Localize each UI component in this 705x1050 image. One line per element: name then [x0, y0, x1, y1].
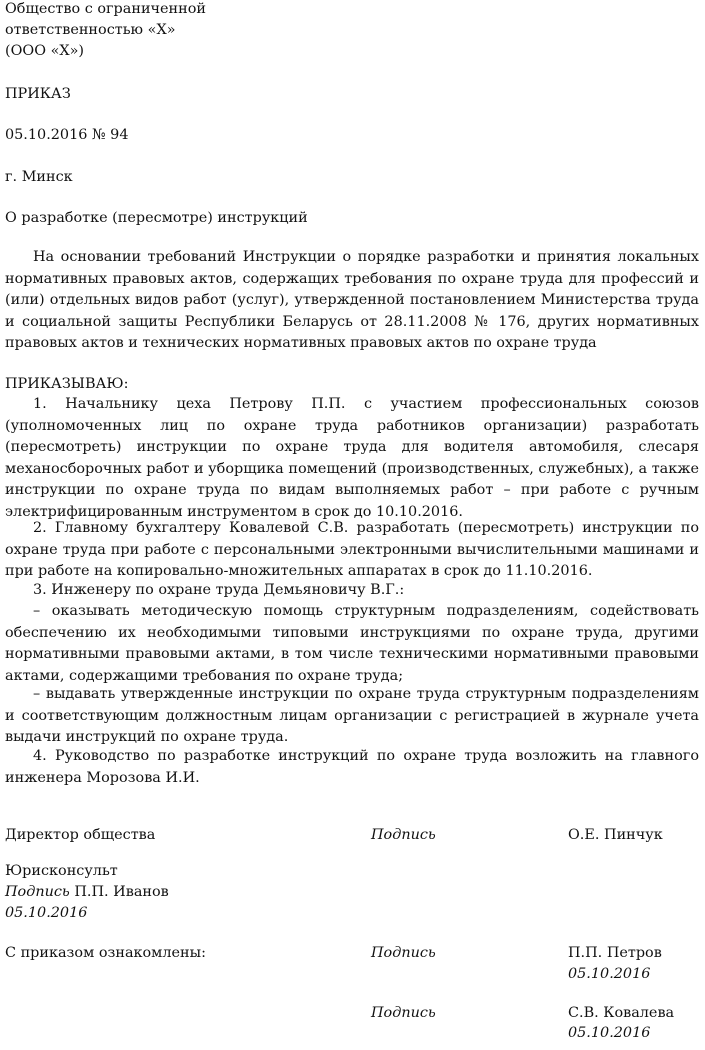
order-item-2: 2. Главному бухгалтеру Ковалевой С.В. разработать (пересмотреть) инструкции по охране труда при работе с персональными электронными вычислительными машинами и при работе на копировально-множительных аппаратах в срок до 11.10.2016. — [5, 520, 699, 579]
org-name-line1: Общество с ограниченной — [5, 1, 206, 17]
lawyer-signature: Подпись — [5, 884, 70, 900]
document-city: г. Минск — [5, 169, 73, 185]
preamble-paragraph: На основании требований Инструкции о порядке разработки и принятия локальных нормативных правовых актов, содержащих требования по охране труда для профессий и (или) отдельных видов работ (услуг), утвержденной постановлением Министерства труда и социальной защиты Республики Беларусь от 28.11.2008 № 176, других нормативных правовых актов и технических нормативных правовых актов по охране труда — [5, 249, 699, 351]
document-subject: О разработке (пересмотре) инструкций — [5, 210, 308, 226]
order-item-3: 3. Инженеру по охране труда Демьяновичу В.Г.: — [33, 582, 405, 598]
order-item-1: 1. Начальнику цеха Петрову П.П. с участием профессиональных союзов (уполномоченных лиц по охране труда работников организации) разработать (пересмотреть) инструкции по охране труда для водителя автомобиля, слесаря механосборочных работ и уборщика помещений (производственных, служебных), а также инструкции по охране труда по видам выполняемых работ – при работе с ручным электрифицированным инструментом в срок до 10.10.2016. — [5, 396, 699, 520]
order-item-3a: – оказывать методическую помощь структурным подразделениям, содействовать обеспечению их необходимыми типовыми инструкциями по охране труда, другими нормативными правовыми актами, в том числе техническими нормативными правовыми актами, содержащими требования по охране труда; — [5, 603, 699, 684]
ack1-signature: Подпись — [371, 945, 436, 961]
lawyer-name: П.П. Иванов — [74, 884, 169, 900]
director-name: О.Е. Пинчук — [568, 827, 663, 843]
director-title: Директор общества — [5, 827, 156, 843]
acknowledgement-title: С приказом ознакомлены: — [5, 945, 206, 961]
lawyer-sign-line — [5, 883, 169, 902]
ack2-signature: Подпись — [371, 1005, 436, 1021]
document-type: ПРИКАЗ — [5, 86, 71, 102]
order-item-4: 4. Руководство по разработке инструкций по охране труда возложить на главного инженера Морозова И.И. — [5, 748, 699, 786]
org-short-name: (ООО «Х») — [5, 43, 85, 59]
order-item-3b: – выдавать утвержденные инструкции по охране труда структурным подразделениям и соответствующим должностным лицам организации с регистрацией в журнале учета выдачи инструкций по охране труда. — [5, 686, 699, 745]
org-name-line2: ответственностью «Х» — [5, 22, 176, 38]
document-date-number: 05.10.2016 № 94 — [5, 127, 129, 143]
ack2-date: 05.10.2016 — [568, 1025, 651, 1041]
ack1-name: П.П. Петров — [568, 945, 662, 961]
lawyer-date: 05.10.2016 — [5, 905, 88, 921]
ack1-date: 05.10.2016 — [568, 966, 651, 982]
director-signature: Подпись — [371, 827, 436, 843]
ack2-name: С.В. Ковалева — [568, 1005, 675, 1021]
order-word: ПРИКАЗЫВАЮ: — [5, 376, 129, 392]
lawyer-title: Юрисконсульт — [5, 863, 118, 879]
